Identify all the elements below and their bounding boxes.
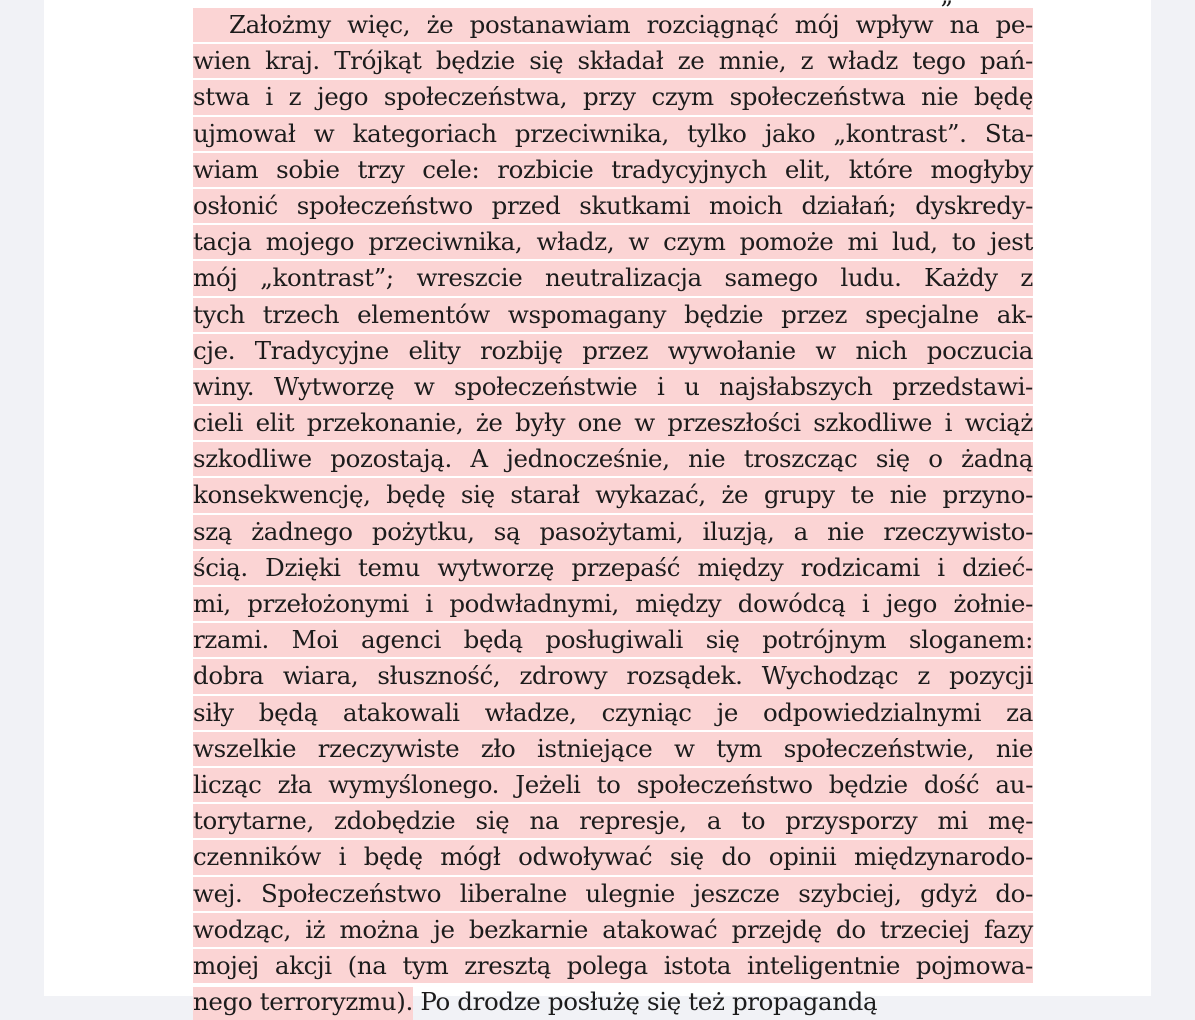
highlighted-line[interactable]: osłonić społeczeństwo przed skutkami moich działań; dyskredy-: [193, 189, 1033, 225]
highlighted-line[interactable]: cje. Tradycyjne elity rozbiję przez wywołanie w nich poczucia: [193, 334, 1033, 370]
highlighted-line[interactable]: mi, przełożonymi i podwładnymi, między dowódcą i jego żołnie-: [193, 587, 1033, 623]
highlighted-line[interactable]: czenników i będę mógł odwoływać się do opinii międzynarodo-: [193, 840, 1033, 876]
highlighted-line[interactable]: torytarne, zdobędzie się na represje, a to przysporzy mi mę-: [193, 804, 1033, 840]
highlighted-line[interactable]: rzami. Moi agenci będą posługiwali się potrójnym sloganem:: [193, 623, 1033, 659]
cut-off-line: [193, 0, 1033, 8]
highlighted-line[interactable]: Założmy więc, że postanawiam rozciągnąć mój wpływ na pe-: [193, 8, 1033, 44]
highlighted-line[interactable]: tych trzech elementów wspomagany będzie przez specjalne ak-: [193, 298, 1033, 334]
final-line: [193, 985, 1033, 1019]
highlighted-line[interactable]: szą żadnego pożytku, są pasożytami, iluzją, a nie rzeczywisto-: [193, 515, 1033, 551]
highlighted-line[interactable]: wej. Społeczeństwo liberalne ulegnie jeszcze szybciej, gdyż do-: [193, 877, 1033, 913]
highlighted-line[interactable]: wszelkie rzeczywiste zło istniejące w tym społeczeństwie, nie: [193, 732, 1033, 768]
highlighted-line[interactable]: mojej akcji (na tym zresztą polega istota inteligentnie pojmowa-: [193, 949, 1033, 985]
highlighted-line[interactable]: cieli elit przekonanie, że były one w przeszłości szkodliwe i wciąż: [193, 406, 1033, 442]
highlighted-line[interactable]: dobra wiara, słuszność, zdrowy rozsądek. Wychodząc z pozycji: [193, 659, 1033, 695]
highlighted-line[interactable]: wien kraj. Trójkąt będzie się składał ze mnie, z władz tego pań-: [193, 44, 1033, 80]
highlighted-line[interactable]: wiam sobie trzy cele: rozbicie tradycyjnych elit, które mogłyby: [193, 153, 1033, 189]
highlighted-line[interactable]: szkodliwe pozostają. A jednocześnie, nie troszcząc się o żadną: [193, 442, 1033, 478]
text-column: [193, 0, 1033, 1019]
highlighted-line[interactable]: ścią. Dzięki temu wytworzę przepaść między rodzicami i dzieć-: [193, 551, 1033, 587]
highlighted-line[interactable]: winy. Wytworzę w społeczeństwie i u najsłabszych przedstawi-: [193, 370, 1033, 406]
highlighted-line[interactable]: konsekwencję, będę się starał wykazać, że grupy te nie przyno-: [193, 478, 1033, 514]
highlighted-fragment[interactable]: nego terroryzmu).: [193, 987, 413, 1020]
highlighted-line[interactable]: siły będą atakowali władze, czyniąc je odpowiedzialnymi za: [193, 696, 1033, 732]
highlighted-line[interactable]: tacja mojego przeciwnika, władz, w czym pomoże mi lud, to jest: [193, 225, 1033, 261]
highlighted-line[interactable]: stwa i z jego społeczeństwa, przy czym społeczeństwa nie będę: [193, 80, 1033, 116]
unhighlighted-fragment: Po drodze posłużę się też propagandą: [412, 987, 878, 1017]
highlighted-line[interactable]: wodząc, iż można je bezkarnie atakować przejdę do trzeciej fazy: [193, 913, 1033, 949]
document-page: [44, 0, 1151, 1017]
highlighted-line[interactable]: mój „kontrast”; wreszcie neutralizacja samego ludu. Każdy z: [193, 261, 1033, 297]
highlighted-line[interactable]: licząc zła wymyślonego. Jeżeli to społeczeństwo będzie dość au-: [193, 768, 1033, 804]
highlighted-line[interactable]: ujmował w kategoriach przeciwnika, tylko jako „kontrast”. Sta-: [193, 117, 1033, 153]
